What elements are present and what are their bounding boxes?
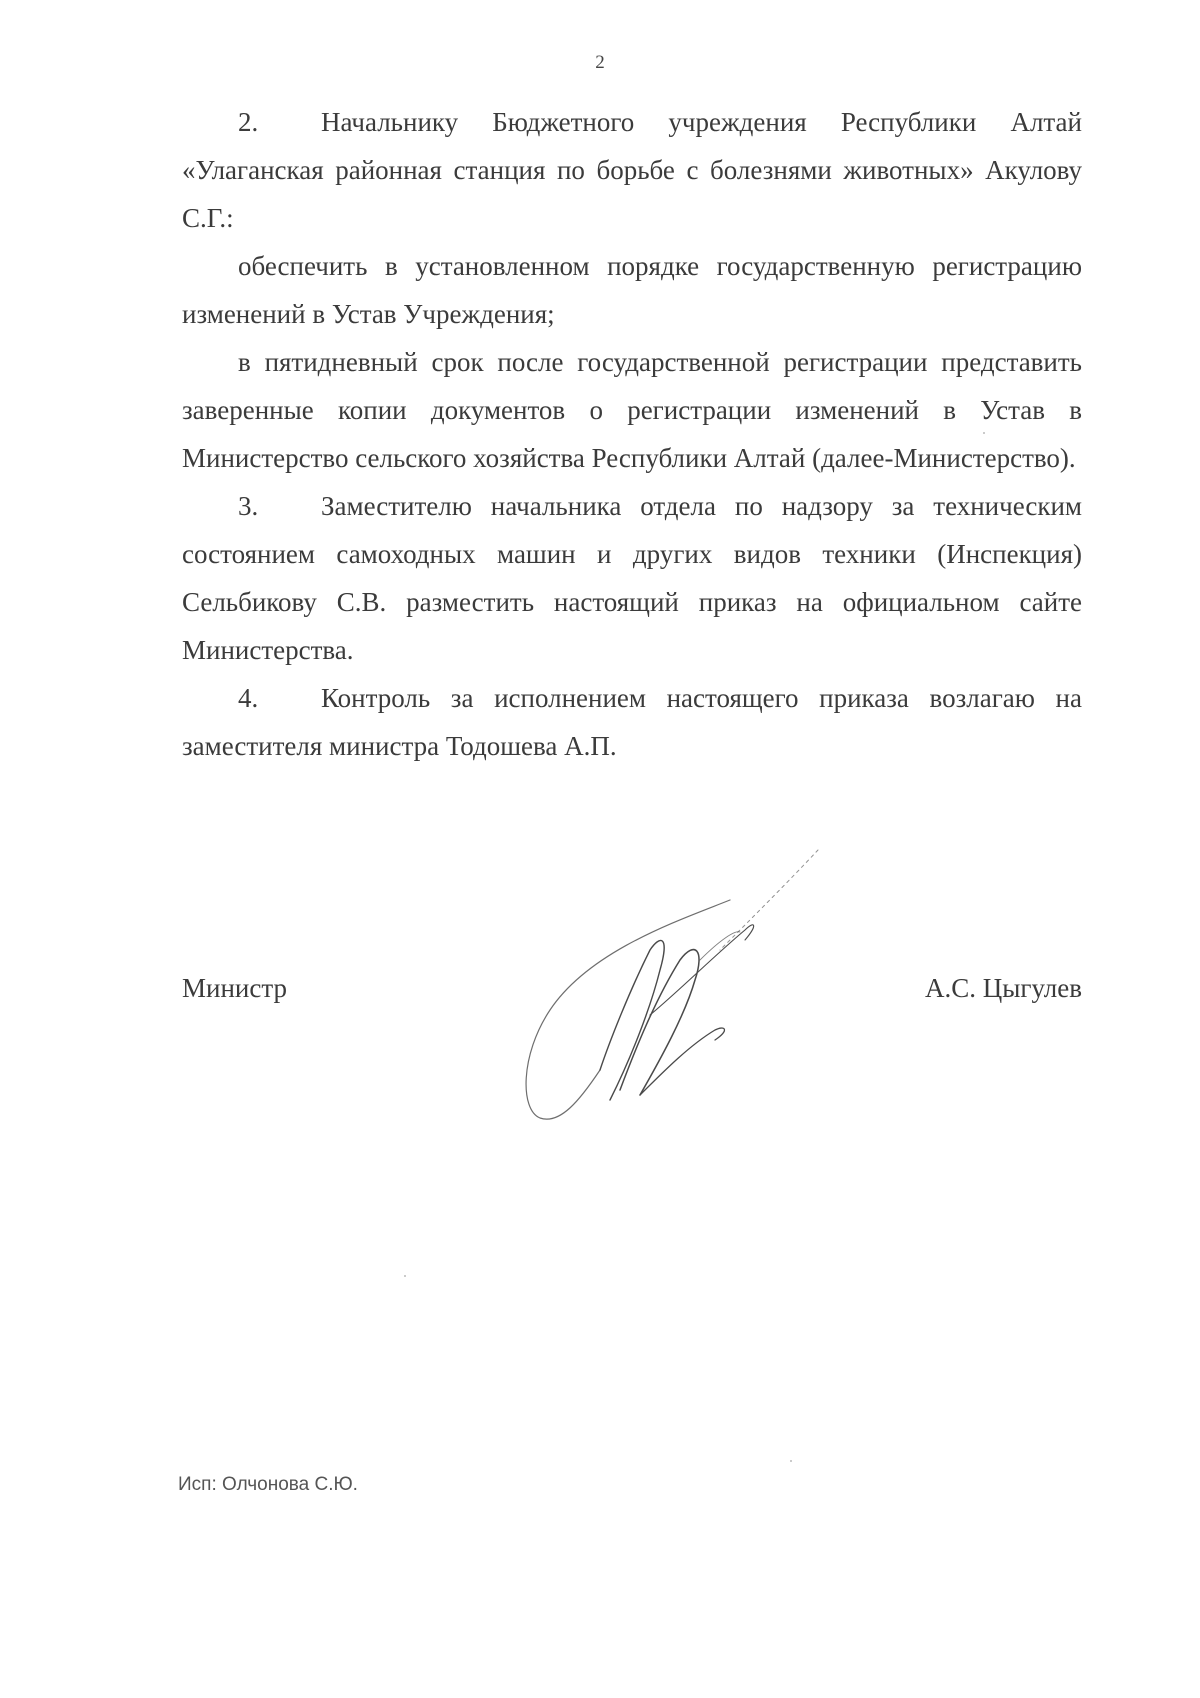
paragraph-2	[182, 98, 1082, 242]
paragraph-registration	[182, 242, 1082, 338]
paragraph-number: 4.	[238, 683, 259, 713]
paragraph-text: Заместителю начальника отдела по надзору за техническим состоянием самоходных машин и других видов техники (Инспекция) Сельбикову С.В. разместить настоящий приказ на официальном сайте Министерства.	[182, 491, 1082, 665]
handwritten-signature	[500, 840, 840, 1130]
paragraph-4	[182, 674, 1082, 770]
paragraph-copies	[182, 338, 1082, 482]
scan-speck	[404, 1275, 406, 1277]
paragraph-3	[182, 482, 1082, 674]
paragraph-number: 3.	[238, 491, 259, 521]
scan-speck	[983, 432, 985, 434]
paragraph-text: обеспечить в установленном порядке государственную регистрацию изменений в Устав Учреждения;	[182, 251, 1082, 329]
paragraph-text: Начальнику Бюджетного учреждения Республики Алтай «Улаганская районная станция по борьбе с болезнями животных» Акулову С.Г.:	[182, 107, 1082, 233]
document-body	[182, 98, 1082, 770]
executor-note: Исп: Олчонова С.Ю.	[178, 1474, 358, 1495]
paragraph-text: Контроль за исполнением настоящего приказа возлагаю на заместителя министра Тодошева А.П.	[182, 683, 1082, 761]
signatory-name: А.С. Цыгулев	[925, 973, 1082, 1003]
signatory-title: Министр	[182, 973, 287, 1003]
page-number: 2	[595, 52, 605, 73]
paragraph-number: 2.	[238, 107, 259, 137]
paragraph-text: в пятидневный срок после государственной регистрации представить заверенные копии документов о регистрации изменений в Устав в Министерство сельского хозяйства Республики Алтай (далее-Министерство).	[182, 347, 1082, 473]
scan-speck	[790, 1460, 792, 1462]
